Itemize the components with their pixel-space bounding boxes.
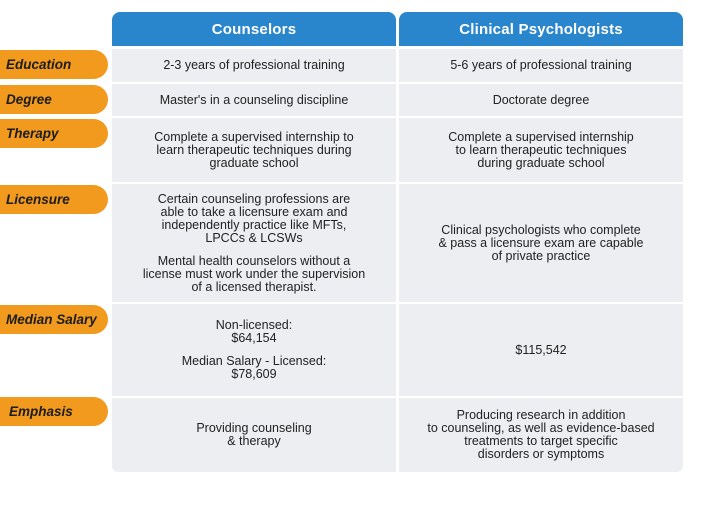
cell-line: independently practice like MFTs, xyxy=(161,217,347,232)
therapy-psychologists-cell xyxy=(399,118,683,182)
row-label-median-salary: Median Salary xyxy=(0,305,108,334)
cell-line: Mental health counselors without a xyxy=(157,253,351,268)
cell-line: Doctorate degree xyxy=(492,92,590,107)
psychologists-header: Clinical Psychologists xyxy=(399,12,683,46)
cell-line: $115,542 xyxy=(515,342,567,357)
cell-line: & therapy xyxy=(227,434,281,448)
counselors-header: Counselors xyxy=(112,12,396,46)
cell-line: to counseling, as well as evidence-based xyxy=(427,421,655,435)
row-label-licensure: Licensure xyxy=(0,185,108,214)
cell-line: of private practice xyxy=(491,248,591,263)
emphasis-psychologists-cell xyxy=(399,398,683,472)
row-label-therapy: Therapy xyxy=(0,119,108,148)
cell-line: 2-3 years of professional training xyxy=(163,58,345,72)
cell-line: to learn therapeutic techniques xyxy=(455,142,627,157)
row-label-degree: Degree xyxy=(0,85,108,114)
education-counselors-cell xyxy=(112,49,396,82)
row-label-education: Education xyxy=(0,50,108,79)
cell-line: able to take a licensure exam and xyxy=(160,204,348,219)
cell-line: 5-6 years of professional training xyxy=(450,58,632,72)
cell-line: & pass a licensure exam are capable xyxy=(438,235,644,250)
licensure-counselors-cell xyxy=(112,184,396,302)
cell-line: Complete a supervised internship to xyxy=(154,129,354,144)
degree-psychologists-cell xyxy=(399,84,683,116)
cell-line: Clinical psychologists who complete xyxy=(441,222,641,237)
cell-line: graduate school xyxy=(209,155,299,170)
cell-line: Certain counseling professions are xyxy=(157,191,351,206)
cell-line: license must work under the supervision xyxy=(142,266,366,281)
salary-psychologists-cell xyxy=(399,304,683,396)
emphasis-counselors-cell xyxy=(112,398,396,472)
cell-line: $78,609 xyxy=(231,367,277,381)
degree-counselors-cell xyxy=(112,84,396,116)
cell-line: Providing counseling xyxy=(196,421,312,435)
cell-line: treatments to target specific xyxy=(464,434,618,448)
cell-line: Producing research in addition xyxy=(456,408,626,422)
cell-line: Median Salary - Licensed: xyxy=(181,354,327,368)
licensure-psychologists-cell xyxy=(399,184,683,302)
therapy-counselors-cell xyxy=(112,118,396,182)
cell-line: Complete a supervised internship xyxy=(448,129,634,144)
cell-line: of a licensed therapist. xyxy=(191,279,317,294)
cell-line: during graduate school xyxy=(477,155,605,170)
cell-line: Non-licensed: xyxy=(215,318,293,332)
education-psychologists-cell xyxy=(399,49,683,82)
cell-line: learn therapeutic techniques during xyxy=(156,142,352,157)
cell-line: disorders or symptoms xyxy=(477,447,605,461)
cell-line: Master's in a counseling discipline xyxy=(159,92,349,107)
cell-line: LPCCs & LCSWs xyxy=(205,230,303,245)
salary-counselors-cell xyxy=(112,304,396,396)
cell-line: $64,154 xyxy=(231,331,277,345)
row-label-emphasis: Emphasis xyxy=(0,397,108,426)
